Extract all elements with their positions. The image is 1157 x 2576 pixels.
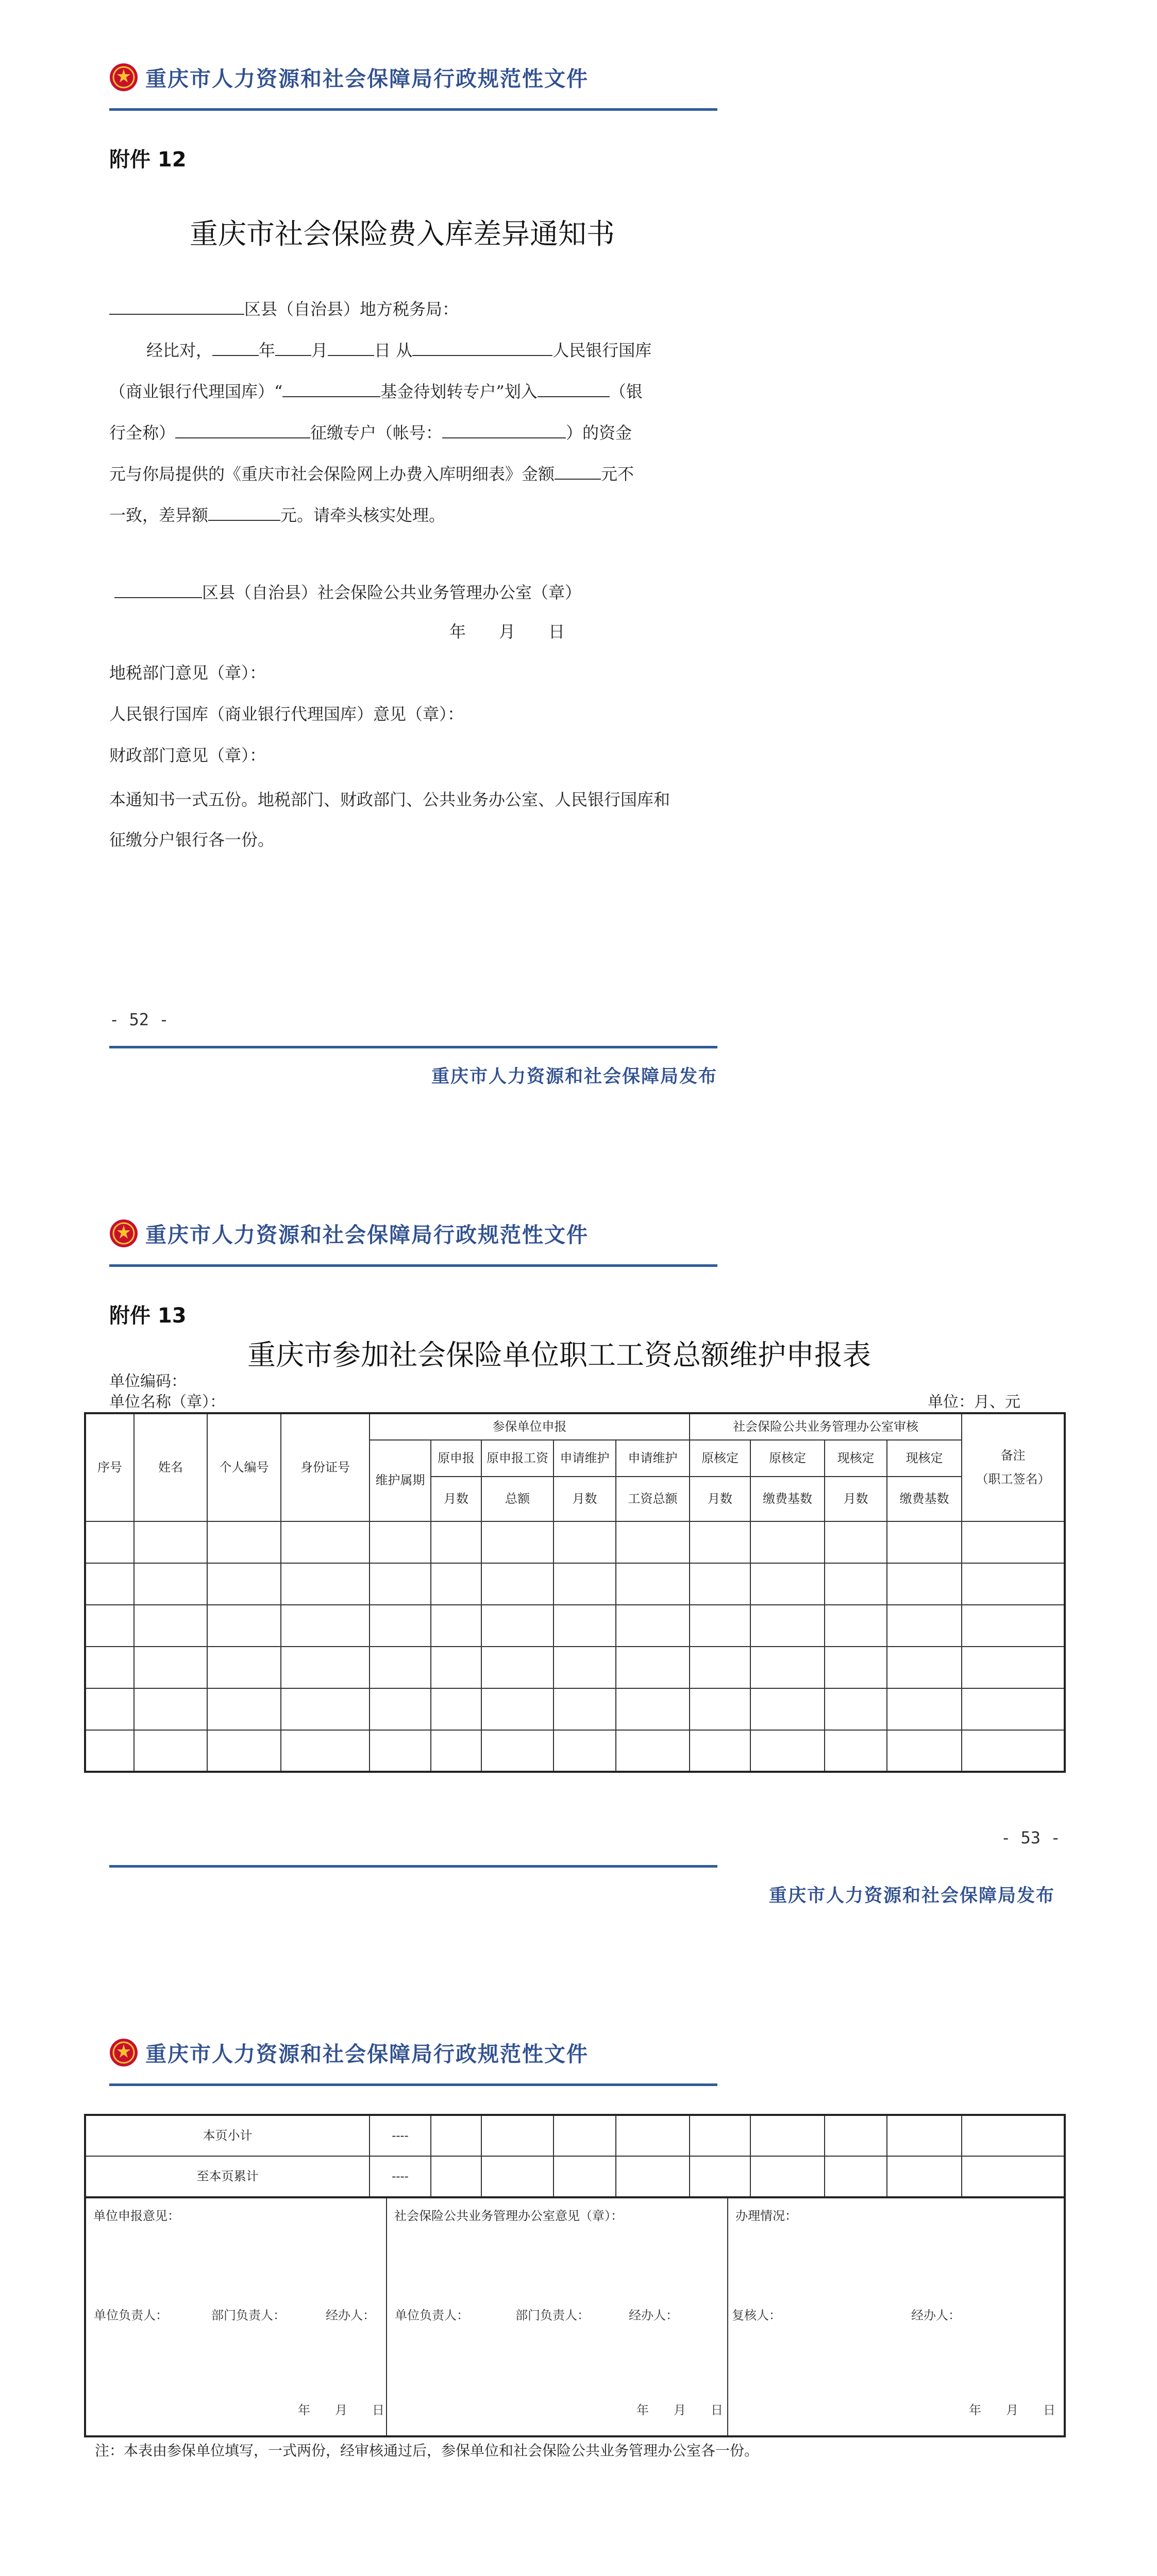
national-emblem-icon: [109, 63, 138, 92]
office-opinion-cell: 社会保险公共业务管理办公室意见（章）：: [387, 2197, 728, 2436]
notice-line-5: 一致，差异额 元。请牵头核实处理。: [109, 505, 446, 525]
col-orig-months: 原申报: [431, 1440, 481, 1477]
dept-head-label: 部门负责人：: [211, 2308, 286, 2323]
cumulative-row: [85, 2156, 1065, 2197]
unit-head-label: 单位负责人：: [94, 2308, 168, 2323]
col-orig-approved-months: 原核定: [690, 1440, 750, 1477]
col-personal-id: 个人编号: [207, 1413, 281, 1521]
footer-divider: [109, 1865, 717, 1868]
col-req-months: 申请维护: [554, 1440, 616, 1477]
notice-line-3: 行全称） 征缴专户（帐号： ）的资金: [109, 423, 632, 443]
table-row: [85, 1730, 1065, 1772]
col-new-approved-months-sub: 月数: [825, 1477, 887, 1521]
cumulative-label: 至本页累计: [85, 2156, 370, 2197]
notice-line-2: （商业银行代理国库）“ 基金待划转专户”划入 （银: [109, 382, 643, 401]
header-title: 重庆市人力资源和社会保障局行政规范性文件: [145, 2042, 589, 2066]
dept-head-label: 部门负责人：: [515, 2308, 590, 2323]
col-req-wage: 申请维护: [616, 1440, 690, 1477]
col-new-approved-base: 现核定: [887, 1440, 962, 1477]
table-row: [85, 1688, 1065, 1730]
footer-divider: [109, 1046, 717, 1048]
col-orig-approved-months-sub: 月数: [690, 1477, 750, 1521]
header-title: 重庆市人力资源和社会保障局行政规范性文件: [145, 66, 589, 91]
distribution-note-1: 本通知书一式五份。地税部门、财政部门、公共业务办公室、人民银行国库和: [109, 790, 670, 809]
col-seq: 序号: [85, 1413, 134, 1521]
attachment-label: 附件 12: [109, 148, 187, 172]
office-date: 年 月 日: [449, 622, 565, 641]
notice-line-4: 元与你局提供的《重庆市社会保险网上办费入库明细表》金额 元不: [109, 464, 634, 484]
reviewer-label: 复核人：: [732, 2308, 781, 2323]
col-name: 姓名: [134, 1413, 207, 1521]
table-row: [85, 1563, 1065, 1605]
col-remark: 备注 （职工签名）: [962, 1413, 1065, 1521]
table-note: 注：本表由参保单位填写，一式两份，经审核通过后，参保单位和社会保险公共业务管理办公室各一份。: [95, 2442, 759, 2459]
col-orig-approved-base: 原核定: [750, 1440, 825, 1477]
subtotal-row: [85, 2115, 1065, 2156]
header-divider: [109, 1264, 717, 1267]
col-orig-months-sub: 月数: [431, 1477, 481, 1521]
table-header-row: [85, 1413, 1065, 1440]
handling-date: 年 月 日: [969, 2403, 1055, 2417]
page-number: - 53 -: [1001, 1828, 1061, 1848]
handling-cell: 办理情况：: [728, 2197, 1065, 2436]
col-req-months-sub: 月数: [554, 1477, 616, 1521]
col-new-approved-base-sub: 缴费基数: [887, 1477, 962, 1521]
col-orig-approved-base-sub: 缴费基数: [750, 1477, 825, 1521]
subtotal-dash: ----: [370, 2115, 431, 2156]
footer-publisher: 重庆市人力资源和社会保障局发布: [431, 1066, 717, 1087]
handler-label: 经办人：: [911, 2308, 961, 2323]
form-title: 重庆市参加社会保险单位职工工资总额维护申报表: [247, 1338, 871, 1371]
unit-name-label: 单位名称（章）：: [109, 1393, 225, 1411]
col-id-number: 身份证号: [281, 1413, 370, 1521]
header-divider: [109, 2083, 717, 2086]
office-opinion-date: 年 月 日: [636, 2403, 723, 2417]
col-orig-wage: 原申报工资: [481, 1440, 554, 1477]
notice-addressee: 区县（自治县）地方税务局：: [109, 289, 459, 330]
office-seal-line: 区县（自治县）社会保险公共业务管理办公室（章）: [114, 572, 581, 613]
cumulative-dash: ----: [370, 2156, 431, 2197]
header-title: 重庆市人力资源和社会保障局行政规范性文件: [145, 1223, 589, 1247]
finance-opinion: 财政部门意见（章）：: [109, 745, 266, 765]
col-req-wage-sub: 工资总额: [616, 1477, 690, 1521]
col-maintain-period: 维护属期: [370, 1440, 431, 1521]
national-emblem-icon: [109, 2038, 138, 2067]
bank-opinion: 人民银行国库（商业银行代理国库）意见（章）：: [109, 704, 464, 724]
totals-table: [84, 2114, 1066, 2198]
attachment-label: 附件 13: [109, 1304, 187, 1328]
group-office-review: 社会保险公共业务管理办公室审核: [690, 1413, 962, 1440]
table-row: [85, 1605, 1065, 1647]
unit-opinion-date: 年 月 日: [298, 2403, 384, 2417]
table-row: [85, 1521, 1065, 1563]
document-title: 重庆市社会保险费入库差异通知书: [190, 217, 615, 250]
tax-opinion: 地税部门意见（章）：: [109, 663, 266, 683]
page-number: - 52 -: [109, 1010, 169, 1029]
national-emblem-icon: [109, 1219, 138, 1248]
notice-line-1: 经比对， 年 月 日 从 人民银行国库: [146, 341, 652, 360]
wage-declaration-table: [84, 1412, 1066, 1773]
header-divider: [109, 108, 717, 111]
col-new-approved-months: 现核定: [825, 1440, 887, 1477]
footer-publisher: 重庆市人力资源和社会保障局发布: [768, 1886, 1055, 1906]
unit-head-label: 单位负责人：: [395, 2308, 469, 2323]
unit-measure-label: 单位：月、元: [928, 1393, 1020, 1411]
group-unit-declaration: 参保单位申报: [370, 1413, 690, 1440]
subtotal-label: 本页小计: [85, 2115, 370, 2156]
distribution-note-2: 征缴分户银行各一份。: [109, 830, 275, 850]
handler-label: 经办人：: [326, 2308, 375, 2323]
col-orig-wage-sub: 总额: [481, 1477, 554, 1521]
unit-code-label: 单位编码：: [109, 1372, 187, 1391]
unit-opinion-cell: 单位申报意见：: [85, 2197, 387, 2436]
table-row: [85, 1647, 1065, 1688]
handler-label: 经办人：: [629, 2308, 678, 2323]
